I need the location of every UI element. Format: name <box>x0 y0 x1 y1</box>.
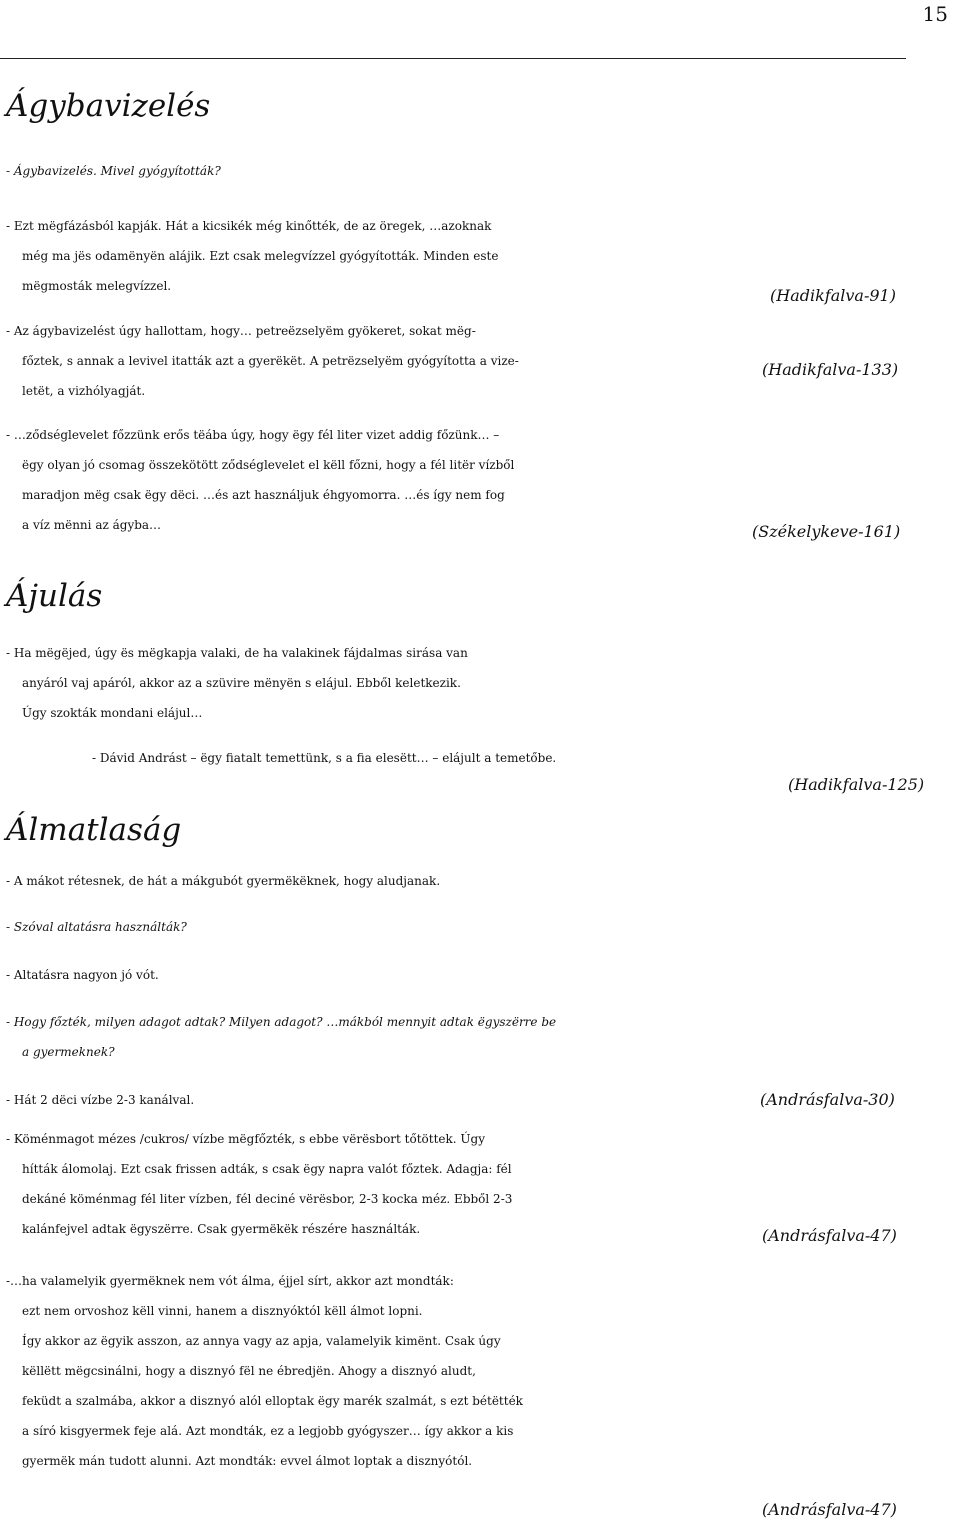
paragraph: - …ződséglevelet főzzünk erős tëába úgy, hogy ëgy fél liter vizet addig főzünk… – ëgy olyan jó csomag összekötött ződséglevelet el këll főzni, hogy a fél litër vízből maradjon mëg csak ëgy dëci. …és azt használjuk éhgyomorra. …és így nem fog a víz mënni az ágyba… <box>6 428 515 532</box>
source-citation: (Székelykeve-161) <box>752 522 901 541</box>
question-line: - Hogy főzték, milyen adagot adtak? Milyen adagot? …mákból mennyit adtak ëgyszërre be a gyermeknek? <box>6 1015 557 1059</box>
header-rule <box>0 58 906 59</box>
source-citation: (Andrásfalva-47) <box>762 1226 897 1245</box>
paragraph: -…ha valamelyik gyermëknek nem vót álma, éjjel sírt, akkor azt mondták: ezt nem orvoshoz këll vinni, hanem a disznyóktól këll álmot lopni. Így akkor az ëgyik asszon, az annya vagy az apja, valamelyik kimënt. Csak úgy këllëtt mëgcsinálni, hogy a disznyó fël ne ébredjën. Ahogy a disznyó aludt, feküdt a szalmába, akkor a disznyó alól elloptak ëgy marék szalmát, s ezt bétëtték a síró kisgyermek feje alá. Azt mondták, ez a legjobb gyógyszer… így akkor a kis gyermëk mán tudott alunni. Azt mondták: evvel álmot loptak a disznyótól. <box>6 1274 523 1468</box>
page-number: 15 <box>922 2 948 26</box>
paragraph: - Az ágybavizelést úgy hallottam, hogy… petreëzselyëm gyökeret, sokat mëg- főztek, s annak a levivel itatták azt a gyerëkët. A petrëzselyëm gyógyította a vize- letët, a vizhólyagját. <box>6 324 519 398</box>
question-line: - Szóval altatásra használták? <box>6 920 187 934</box>
paragraph: - Altatásra nagyon jó vót. <box>6 968 159 982</box>
heading-almatlasag: Álmatlaság <box>6 812 182 848</box>
source-citation: (Hadikfalva-91) <box>770 286 896 305</box>
heading-ajulas: Ájulás <box>6 578 103 614</box>
source-citation: (Andrásfalva-30) <box>760 1090 895 1109</box>
source-citation: (Hadikfalva-133) <box>762 360 899 379</box>
source-citation: (Andrásfalva-47) <box>762 1500 897 1519</box>
paragraph: - Hát 2 dëci vízbe 2-3 kanálval. <box>6 1093 195 1107</box>
paragraph: - Ezt mëgfázásból kapják. Hát a kicsikék még kinőtték, de az öregek, …azoknak még ma jës odamënyën alájik. Ezt csak melegvízzel gyógyították. Minden este mëgmosták melegvízzel. <box>6 219 499 293</box>
quoted-line: - Dávid Andrást – ëgy fiatalt temettünk, s a fia elesëtt… – elájult a temetőbe. <box>92 751 557 765</box>
paragraph: - Ha mëgëjed, úgy ës mëgkapja valaki, de ha valakinek fájdalmas sirása van anyáról vaj apáról, akkor az a szüvire mënyën s elájul. Ebből keletkezik. Úgy szokták mondani elájul… <box>6 646 468 720</box>
source-citation: (Hadikfalva-125) <box>788 775 925 794</box>
paragraph: - Köménmagot mézes /cukros/ vízbe mëgfőzték, s ebbe vërësbort tőtöttek. Úgy hítták álomolaj. Ezt csak frissen adták, s csak ëgy napra valót főztek. Adagja: fél dekáné köménmag fél liter vízben, fél deciné vërësbor, 2-3 kocka méz. Ebből 2-3 kalánfejvel adtak ëgyszërre. Csak gyermëkëk részére használták. <box>6 1132 513 1236</box>
paragraph: - A mákot rétesnek, de hát a mákgubót gyermëkëknek, hogy aludjanak. <box>6 874 441 888</box>
heading-agybavizeles: Ágybavizelés <box>6 88 211 124</box>
question-line: - Ágybavizelés. Mivel gyógyították? <box>6 164 221 178</box>
